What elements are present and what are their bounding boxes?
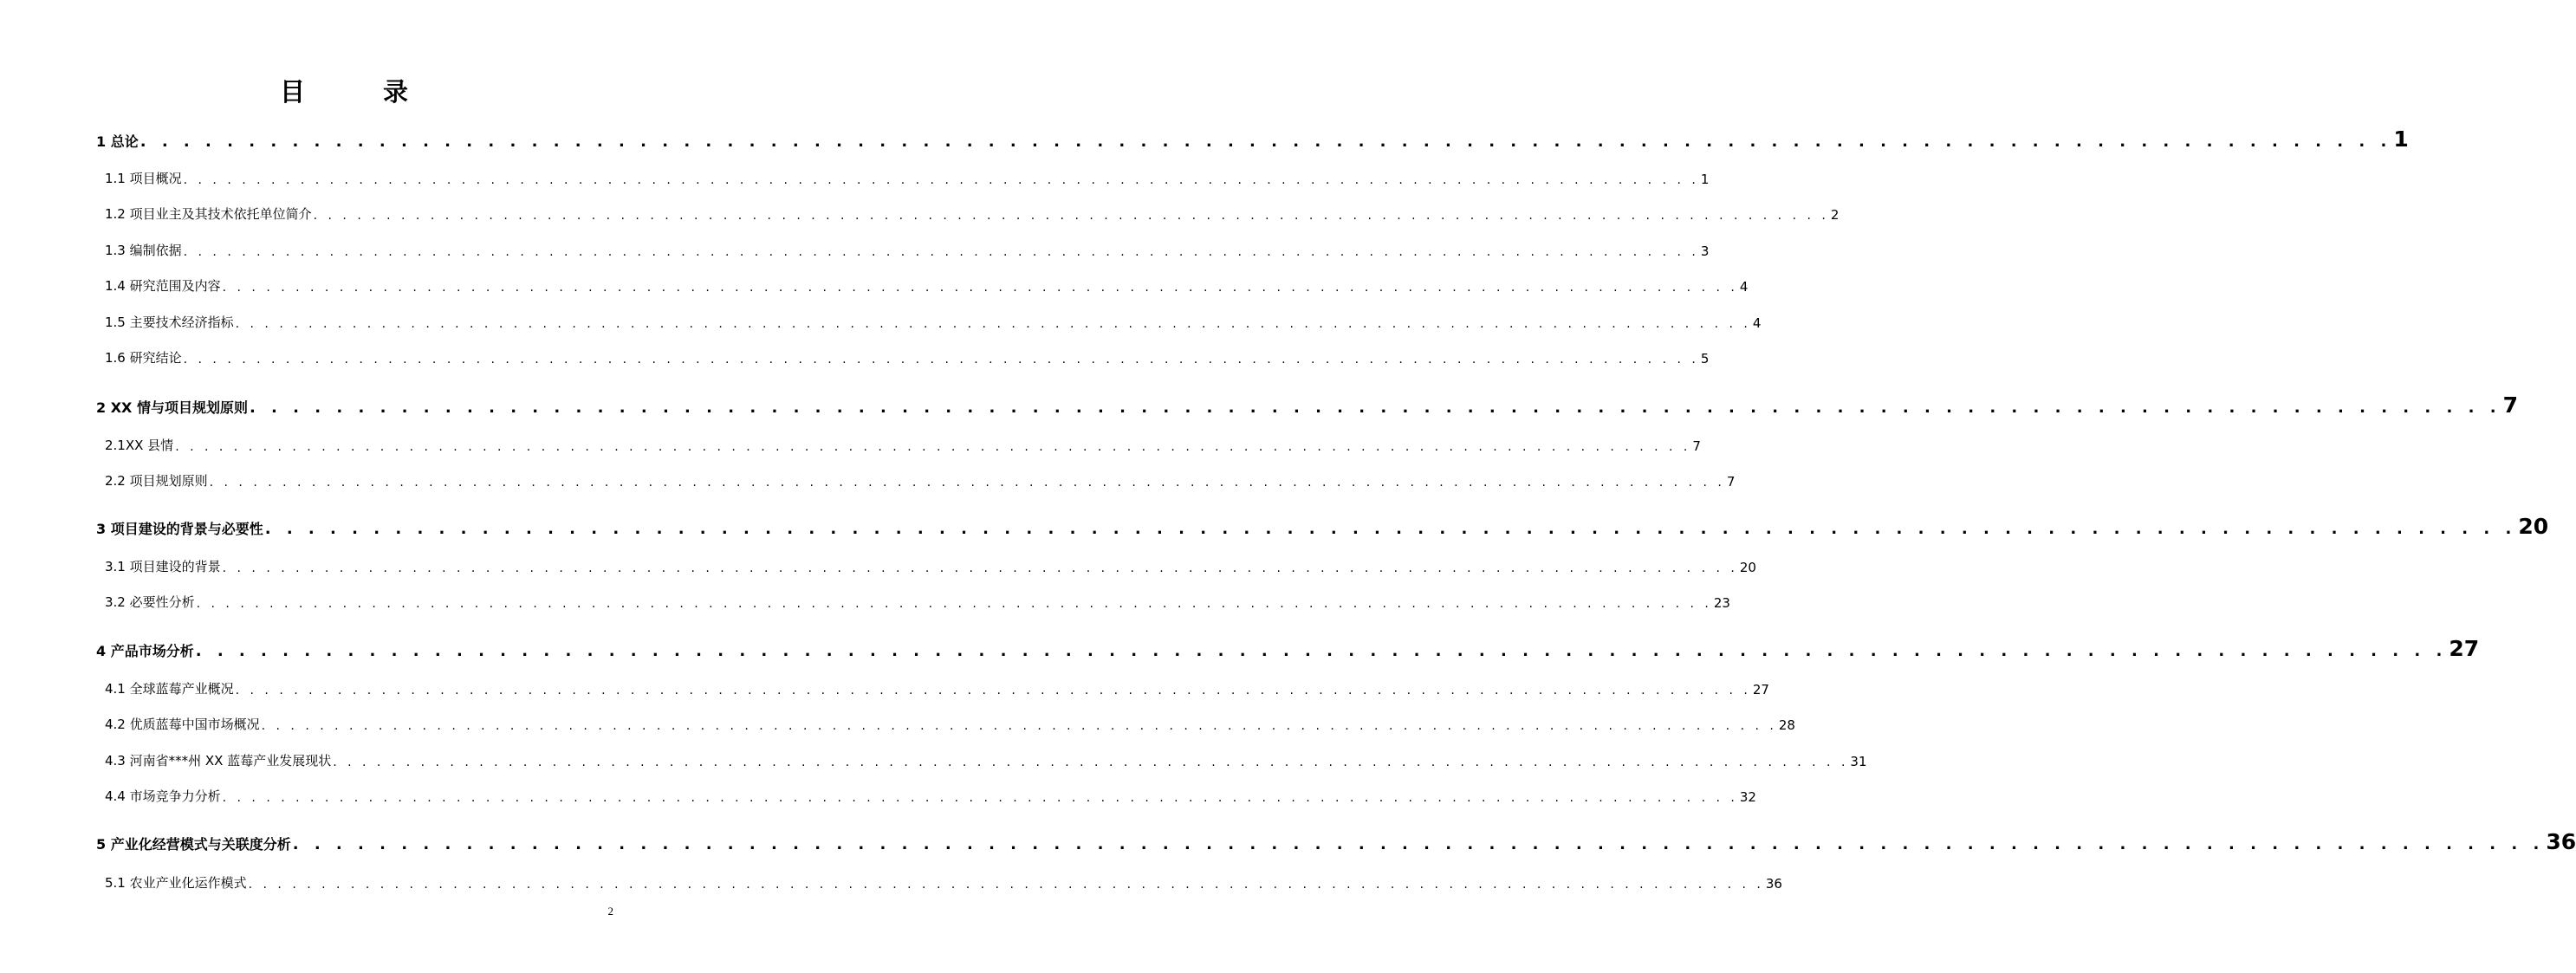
toc-entry-page: 23 xyxy=(1713,595,1730,611)
toc-entry-page: 5 xyxy=(1700,351,1710,366)
toc-entry-page: 1 xyxy=(1700,172,1710,187)
toc-entry-page: 4 xyxy=(1752,315,1762,331)
footer-page-number: 2 xyxy=(607,905,613,918)
toc-entry-4[interactable] xyxy=(96,632,2480,662)
dot-leader: . . . . . . . . . . . . . . . . . . . . . . . . . . . . . . . . . . . . . . . . . . . . . . . . . . . . . . . . . . . . . . . . . . . . . . . . . . . . . . . . . . . . . . . . . . . . . . . . . . . . . . . . xyxy=(313,209,1829,223)
toc-entry-page: 7 xyxy=(2502,392,2518,418)
toc-entry-label: 1.3 编制依据 xyxy=(105,243,182,258)
toc-entry-page: 32 xyxy=(1739,789,1756,805)
toc-title: 目 录 xyxy=(279,77,444,107)
toc-entry-1-5[interactable] xyxy=(105,310,1762,333)
toc-entry-page: 7 xyxy=(1692,438,1701,454)
toc-entry-label: 1.1 项目概况 xyxy=(105,171,182,186)
toc-entry-label: 1 总论 xyxy=(96,133,139,150)
toc-entry-page: 20 xyxy=(1739,560,1756,575)
dot-leader: . . . . . . . . . . . . . . . . . . . . . . . . . . . . . . . . . . . . . . . . . . . . . . . . . . . . . . . . . . . . . . . . . . . . . . . . . . . . . . . . . . . . . . . . . . . . . . . . . . . . . . . . xyxy=(140,133,2392,151)
toc-entry-label: 4.3 河南省***州 XX 蓝莓产业发展现状 xyxy=(105,753,332,769)
toc-entry-1-4[interactable] xyxy=(105,274,1749,296)
dot-leader: . . . . . . . . . . . . . . . . . . . . . . . . . . . . . . . . . . . . . . . . . . . . . . . . . . . . . . . . . . . . . . . . . . . . . . . . . . . . . . . . . . . . . . . . . . . . . . . . . . . . . . . . xyxy=(209,476,1725,490)
toc-entry-3[interactable] xyxy=(96,510,2549,540)
toc-entry-2-2[interactable] xyxy=(105,469,1736,491)
toc-entry-5-1[interactable] xyxy=(105,871,1782,893)
toc-entry-label: 5 产业化经营模式与关联度分析 xyxy=(96,836,291,853)
toc-entry-page: 7 xyxy=(1726,474,1736,490)
toc-entry-label: 2.1XX 县情 xyxy=(105,438,174,453)
toc-entry-1-3[interactable] xyxy=(105,238,1710,261)
dot-leader: . . . . . . . . . . . . . . . . . . . . . . . . . . . . . . . . . . . . . . . . . . . . . . . . . . . . . . . . . . . . . . . . . . . . . . . . . . . . . . . . . . . . . . . . . . . . . . . . . . . . . . . . xyxy=(183,353,1699,366)
toc-entry-label: 1.5 主要技术经济指标 xyxy=(105,315,234,330)
toc-entry-label: 1.6 研究结论 xyxy=(105,350,182,366)
toc-entry-page: 36 xyxy=(1765,876,1782,892)
dot-leader: . . . . . . . . . . . . . . . . . . . . . . . . . . . . . . . . . . . . . . . . . . . . . . . . . . . . . . . . . . . . . . . . . . . . . . . . . . . . . . . . . . . . . . . . . . . . . . . . . . . . . . . . xyxy=(235,684,1751,697)
toc-entry-page: 3 xyxy=(1700,243,1710,259)
dot-leader: . . . . . . . . . . . . . . . . . . . . . . . . . . . . . . . . . . . . . . . . . . . . . . . . . . . . . . . . . . . . . . . . . . . . . . . . . . . . . . . . . . . . . . . . . . . . . . . . . . . . . . . . xyxy=(222,281,1738,295)
toc-entry-label: 3 项目建设的背景与必要性 xyxy=(96,521,263,537)
toc-entry-page: 1 xyxy=(2393,126,2409,152)
toc-entry-4-2[interactable] xyxy=(105,712,1795,735)
toc-entry-page: 20 xyxy=(2518,514,2549,539)
toc-entry-page: 27 xyxy=(1752,682,1769,697)
toc-entry-label: 4.2 优质蓝莓中国市场概况 xyxy=(105,717,260,732)
dot-leader: . . . . . . . . . . . . . . . . . . . . . . . . . . . . . . . . . . . . . . . . . . . . . . . . . . . . . . . . . . . . . . . . . . . . . . . . . . . . . . . . . . . . . . . . . . . . . . . . . . . . . . . . xyxy=(183,245,1699,259)
toc-entry-3-2[interactable] xyxy=(105,590,1730,613)
dot-leader: . . . . . . . . . . . . . . . . . . . . . . . . . . . . . . . . . . . . . . . . . . . . . . . . . . . . . . . . . . . . . . . . . . . . . . . . . . . . . . . . . . . . . . . . . . . . . . . . . . . . . . . . xyxy=(183,173,1699,187)
toc-entry-1[interactable] xyxy=(96,123,2409,152)
dot-leader: . . . . . . . . . . . . . . . . . . . . . . . . . . . . . . . . . . . . . . . . . . . . . . . . . . . . . . . . . . . . . . . . . . . . . . . . . . . . . . . . . . . . . . . . . . . . . . . . . . . . . . . . xyxy=(235,317,1751,331)
toc-entry-label: 4.4 市场竞争力分析 xyxy=(105,788,221,804)
toc-entry-label: 4 产品市场分析 xyxy=(96,643,194,659)
toc-entry-4-1[interactable] xyxy=(105,677,1769,699)
toc-entry-3-1[interactable] xyxy=(105,555,1756,577)
dot-leader: . . . . . . . . . . . . . . . . . . . . . . . . . . . . . . . . . . . . . . . . . . . . . . . . . . . . . . . . . . . . . . . . . . . . . . . . . . . . . . . . . . . . . . . . . . . . . . . . . . . . . . . . xyxy=(195,642,2448,660)
dot-leader: . . . . . . . . . . . . . . . . . . . . . . . . . . . . . . . . . . . . . . . . . . . . . . . . . . . . . . . . . . . . . . . . . . . . . . . . . . . . . . . . . . . . . . . . . . . . . . . . . . . . . . . . xyxy=(333,756,1849,769)
toc-entry-label: 3.1 项目建设的背景 xyxy=(105,559,221,574)
toc-entry-page: 2 xyxy=(1830,207,1840,223)
toc-entry-label: 2 XX 情与项目规划原则 xyxy=(96,399,248,416)
toc-entry-4-3[interactable] xyxy=(105,749,1867,771)
toc-entry-1-6[interactable] xyxy=(105,346,1710,368)
toc-entry-page: 28 xyxy=(1778,717,1795,733)
toc-entry-page: 4 xyxy=(1739,279,1749,295)
toc-entry-page: 31 xyxy=(1850,754,1867,769)
dot-leader: . . . . . . . . . . . . . . . . . . . . . . . . . . . . . . . . . . . . . . . . . . . . . . . . . . . . . . . . . . . . . . . . . . . . . . . . . . . . . . . . . . . . . . . . . . . . . . . . . . . . . . . . xyxy=(196,597,1712,611)
toc-entry-page: 27 xyxy=(2449,636,2480,661)
dot-leader: . . . . . . . . . . . . . . . . . . . . . . . . . . . . . . . . . . . . . . . . . . . . . . . . . . . . . . . . . . . . . . . . . . . . . . . . . . . . . . . . . . . . . . . . . . . . . . . . . . . . . . . . xyxy=(264,520,2517,538)
toc-entry-page: 36 xyxy=(2546,829,2576,854)
dot-leader: . . . . . . . . . . . . . . . . . . . . . . . . . . . . . . . . . . . . . . . . . . . . . . . . . . . . . . . . . . . . . . . . . . . . . . . . . . . . . . . . . . . . . . . . . . . . . . . . . . . . . . . . xyxy=(175,440,1691,454)
dot-leader: . . . . . . . . . . . . . . . . . . . . . . . . . . . . . . . . . . . . . . . . . . . . . . . . . . . . . . . . . . . . . . . . . . . . . . . . . . . . . . . . . . . . . . . . . . . . . . . . . . . . . . . . xyxy=(248,878,1764,892)
toc-entry-2[interactable] xyxy=(96,389,2518,418)
toc-entry-label: 5.1 农业产业化运作模式 xyxy=(105,875,247,891)
toc-entry-label: 2.2 项目规划原则 xyxy=(105,473,208,489)
toc-entry-label: 4.1 全球蓝莓产业概况 xyxy=(105,681,234,697)
toc-entry-label: 3.2 必要性分析 xyxy=(105,594,195,610)
toc-entry-label: 1.4 研究范围及内容 xyxy=(105,278,221,294)
toc-entry-4-4[interactable] xyxy=(105,784,1756,807)
toc-entry-5[interactable] xyxy=(96,826,2576,855)
toc-entry-1-1[interactable] xyxy=(105,166,1710,189)
dot-leader: . . . . . . . . . . . . . . . . . . . . . . . . . . . . . . . . . . . . . . . . . . . . . . . . . . . . . . . . . . . . . . . . . . . . . . . . . . . . . . . . . . . . . . . . . . . . . . . . . . . . . . . . xyxy=(249,399,2501,417)
dot-leader: . . . . . . . . . . . . . . . . . . . . . . . . . . . . . . . . . . . . . . . . . . . . . . . . . . . . . . . . . . . . . . . . . . . . . . . . . . . . . . . . . . . . . . . . . . . . . . . . . . . . . . . . xyxy=(292,835,2545,853)
dot-leader: . . . . . . . . . . . . . . . . . . . . . . . . . . . . . . . . . . . . . . . . . . . . . . . . . . . . . . . . . . . . . . . . . . . . . . . . . . . . . . . . . . . . . . . . . . . . . . . . . . . . . . . . xyxy=(222,791,1738,805)
dot-leader: . . . . . . . . . . . . . . . . . . . . . . . . . . . . . . . . . . . . . . . . . . . . . . . . . . . . . . . . . . . . . . . . . . . . . . . . . . . . . . . . . . . . . . . . . . . . . . . . . . . . . . . . xyxy=(222,561,1738,575)
toc-entry-1-2[interactable] xyxy=(105,202,1840,224)
toc-entry-label: 1.2 项目业主及其技术依托单位简介 xyxy=(105,206,312,222)
toc-entry-2-1[interactable] xyxy=(105,433,1701,456)
dot-leader: . . . . . . . . . . . . . . . . . . . . . . . . . . . . . . . . . . . . . . . . . . . . . . . . . . . . . . . . . . . . . . . . . . . . . . . . . . . . . . . . . . . . . . . . . . . . . . . . . . . . . . . . xyxy=(261,719,1777,733)
